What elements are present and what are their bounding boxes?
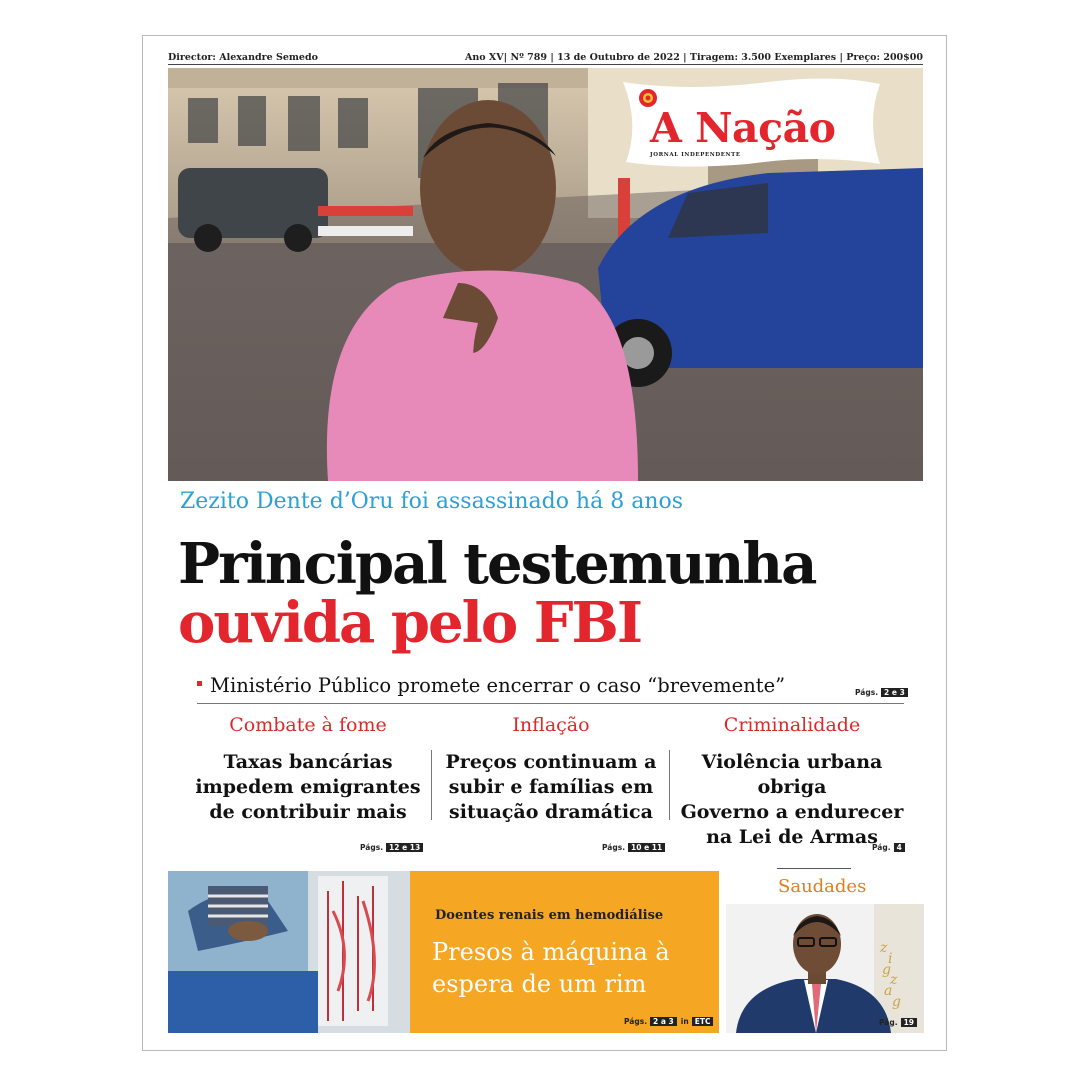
column-divider: [669, 750, 670, 820]
saudades-rule: [777, 868, 851, 869]
lead-kicker: Zezito Dente d’Oru foi assassinado há 8 anos: [180, 489, 684, 514]
bullet-square-icon: [197, 681, 202, 686]
issue-info: Ano XV| Nº 789 | 13 de Outubro de 2022 | Tiragem: 3.500 Exemplares | Preço: 200$00: [465, 52, 923, 63]
hemodialysis-photo[interactable]: [168, 871, 411, 1033]
section-rule: [197, 703, 904, 704]
column2-page-ref[interactable]: Págs. 10 e 11: [602, 843, 665, 852]
logo-tagline: JORNAL INDEPENDENTE: [650, 152, 741, 158]
column-headline: Taxas bancárias impedem emigrantes de contribuir mais: [195, 751, 421, 823]
column-criminalidade[interactable]: [672, 714, 912, 850]
lead-headline-line2[interactable]: ouvida pelo FBI: [178, 590, 642, 656]
column1-page-ref[interactable]: Págs. 12 e 13: [360, 843, 423, 852]
column-combate[interactable]: [188, 714, 428, 825]
logo-wordmark: A Nação: [650, 104, 836, 152]
column-inflacao[interactable]: [431, 714, 671, 825]
column3-page-ref[interactable]: Pág. 4: [872, 843, 905, 852]
svg-text:zigzag: zi gz ag: [880, 940, 901, 1010]
saudades-page-ref[interactable]: Pág. 19: [879, 1018, 917, 1027]
saudades-title: Saudades: [778, 876, 867, 897]
zigzag-column-name: [874, 938, 924, 1012]
lead-page-ref[interactable]: Págs. 2 e 3: [855, 688, 908, 697]
lead-bullet: Ministério Público promete encerrar o caso “brevemente”: [197, 674, 785, 697]
column-headline: Preços continuam a subir e famílias em situação dramática: [445, 751, 657, 823]
column-section-title: Combate à fome: [229, 714, 387, 736]
feature-headline[interactable]: Presos à máquina à espera de um rim: [432, 938, 670, 998]
column-section-title: Inflação: [512, 714, 590, 736]
lead-headline-line1[interactable]: Principal testemunha: [178, 531, 816, 597]
director-credit: Director: Alexandre Semedo: [168, 52, 318, 63]
column-section-title: Criminalidade: [723, 714, 861, 736]
column-headline: Violência urbana obriga Governo a endurecer na Lei de Armas: [680, 751, 904, 848]
feature-page-ref[interactable]: Págs. 2 a 3 in ETC: [624, 1017, 713, 1026]
masthead-rule: [168, 64, 923, 65]
feature-kicker: Doentes renais em hemodiálise: [435, 908, 664, 923]
